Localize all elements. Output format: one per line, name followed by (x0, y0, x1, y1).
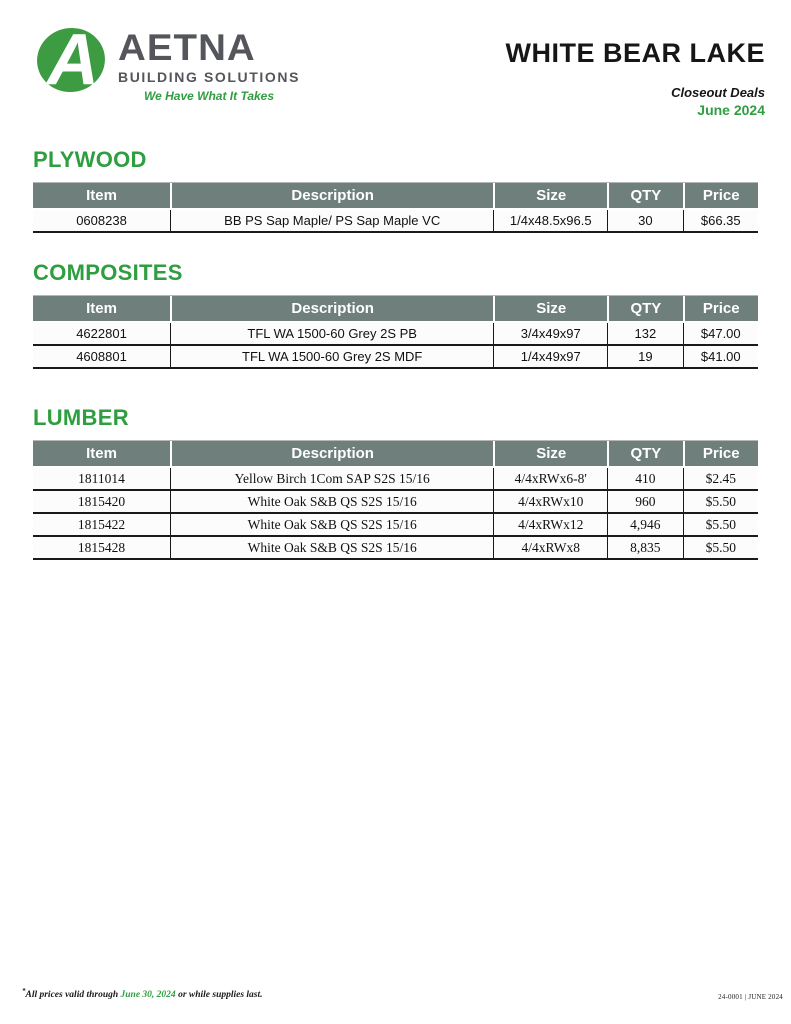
column-header-qty: QTY (607, 183, 682, 208)
column-header-description: Description (170, 183, 493, 208)
logo-text (118, 14, 300, 106)
aetna-logo (34, 14, 300, 106)
logo-letter: A (47, 20, 99, 100)
footnote-date: June 30, 2024 (120, 990, 176, 1001)
footnote-asterisk: * (22, 987, 26, 995)
cell-qty: 410 (607, 468, 682, 489)
cell-size: 4/4xRWx8 (493, 537, 607, 558)
column-header-qty: QTY (607, 441, 682, 466)
plywood-table (33, 182, 758, 233)
footnote-suffix: or while supplies last. (175, 990, 263, 1001)
cell-description: White Oak S&B QS S2S 15/16 (170, 514, 493, 535)
table-body (33, 468, 758, 560)
section-lumber (33, 405, 758, 560)
cell-description: TFL WA 1500-60 Grey 2S MDF (170, 346, 493, 367)
section-title: COMPOSITES (33, 260, 183, 285)
doc-code: 24-0001 | JUNE 2024 (718, 993, 783, 1001)
document-header (506, 38, 766, 118)
cell-price: $5.50 (683, 537, 758, 558)
column-header-description: Description (170, 296, 493, 321)
column-header-size: Size (493, 296, 607, 321)
column-header-qty: QTY (607, 296, 682, 321)
table-header-row (33, 295, 758, 321)
brand-tagline: We Have What It Takes (143, 89, 275, 103)
cell-qty: 960 (607, 491, 682, 512)
cell-price: $5.50 (683, 514, 758, 535)
table-header-row (33, 182, 758, 208)
cell-item: 4608801 (76, 349, 127, 364)
table-body (33, 210, 758, 233)
column-header-price: Price (683, 441, 758, 466)
cell-size: 1/4x48.5x96.5 (493, 210, 607, 231)
cell-qty: 8,835 (607, 537, 682, 558)
doc-subtitle: Closeout Deals (671, 85, 765, 100)
table-row (33, 323, 758, 346)
column-header-size: Size (493, 183, 607, 208)
column-header-item: Item (86, 300, 117, 317)
column-header-item: Item (86, 187, 117, 204)
cell-price: $5.50 (683, 491, 758, 512)
price-validity-note (22, 987, 263, 1000)
cell-item: 1811014 (78, 470, 125, 486)
table-header-row (33, 440, 758, 466)
cell-description: White Oak S&B QS S2S 15/16 (170, 491, 493, 512)
cell-item: 1815422 (77, 516, 126, 532)
cell-item: 4622801 (76, 326, 127, 341)
cell-price: $41.00 (683, 346, 758, 367)
cell-size: 4/4xRWx10 (493, 491, 607, 512)
aetna-logo-icon (34, 14, 114, 106)
section-plywood (33, 147, 758, 233)
cell-size: 4/4xRWx12 (493, 514, 607, 535)
cell-item: 0608238 (76, 213, 127, 228)
doc-date: June 2024 (697, 102, 765, 118)
cell-price: $66.35 (683, 210, 758, 231)
section-composites (33, 260, 758, 369)
table-row (33, 210, 758, 233)
footnote-prefix: All prices valid through (25, 990, 121, 1001)
cell-item: 1815420 (77, 493, 126, 509)
column-header-description: Description (170, 441, 493, 466)
cell-description: White Oak S&B QS S2S 15/16 (170, 537, 493, 558)
column-header-item: Item (86, 445, 117, 462)
table-row (33, 346, 758, 369)
cell-qty: 19 (607, 346, 682, 367)
column-header-price: Price (683, 296, 758, 321)
table-body (33, 323, 758, 369)
cell-size: 1/4x49x97 (493, 346, 607, 367)
section-title: LUMBER (33, 405, 129, 430)
cell-description: BB PS Sap Maple/ PS Sap Maple VC (170, 210, 493, 231)
cell-qty: 30 (607, 210, 682, 231)
column-header-price: Price (683, 183, 758, 208)
cell-size: 3/4x49x97 (493, 323, 607, 344)
cell-price: $2.45 (683, 468, 758, 489)
table-row (33, 468, 758, 491)
lumber-table (33, 440, 758, 560)
cell-price: $47.00 (683, 323, 758, 344)
column-header-size: Size (493, 441, 607, 466)
cell-item: 1815428 (77, 539, 126, 555)
cell-qty: 4,946 (607, 514, 682, 535)
table-row (33, 491, 758, 514)
cell-description: Yellow Birch 1Com SAP S2S 15/16 (170, 468, 493, 489)
cell-description: TFL WA 1500-60 Grey 2S PB (170, 323, 493, 344)
brand-name: AETNA (118, 27, 256, 68)
cell-size: 4/4xRWx6-8' (493, 468, 607, 489)
brand-subtitle: BUILDING SOLUTIONS (118, 69, 301, 85)
composites-table (33, 295, 758, 369)
table-row (33, 514, 758, 537)
cell-qty: 132 (607, 323, 682, 344)
section-title: PLYWOOD (33, 147, 147, 172)
page-title: WHITE BEAR LAKE (505, 38, 765, 68)
table-row (33, 537, 758, 560)
